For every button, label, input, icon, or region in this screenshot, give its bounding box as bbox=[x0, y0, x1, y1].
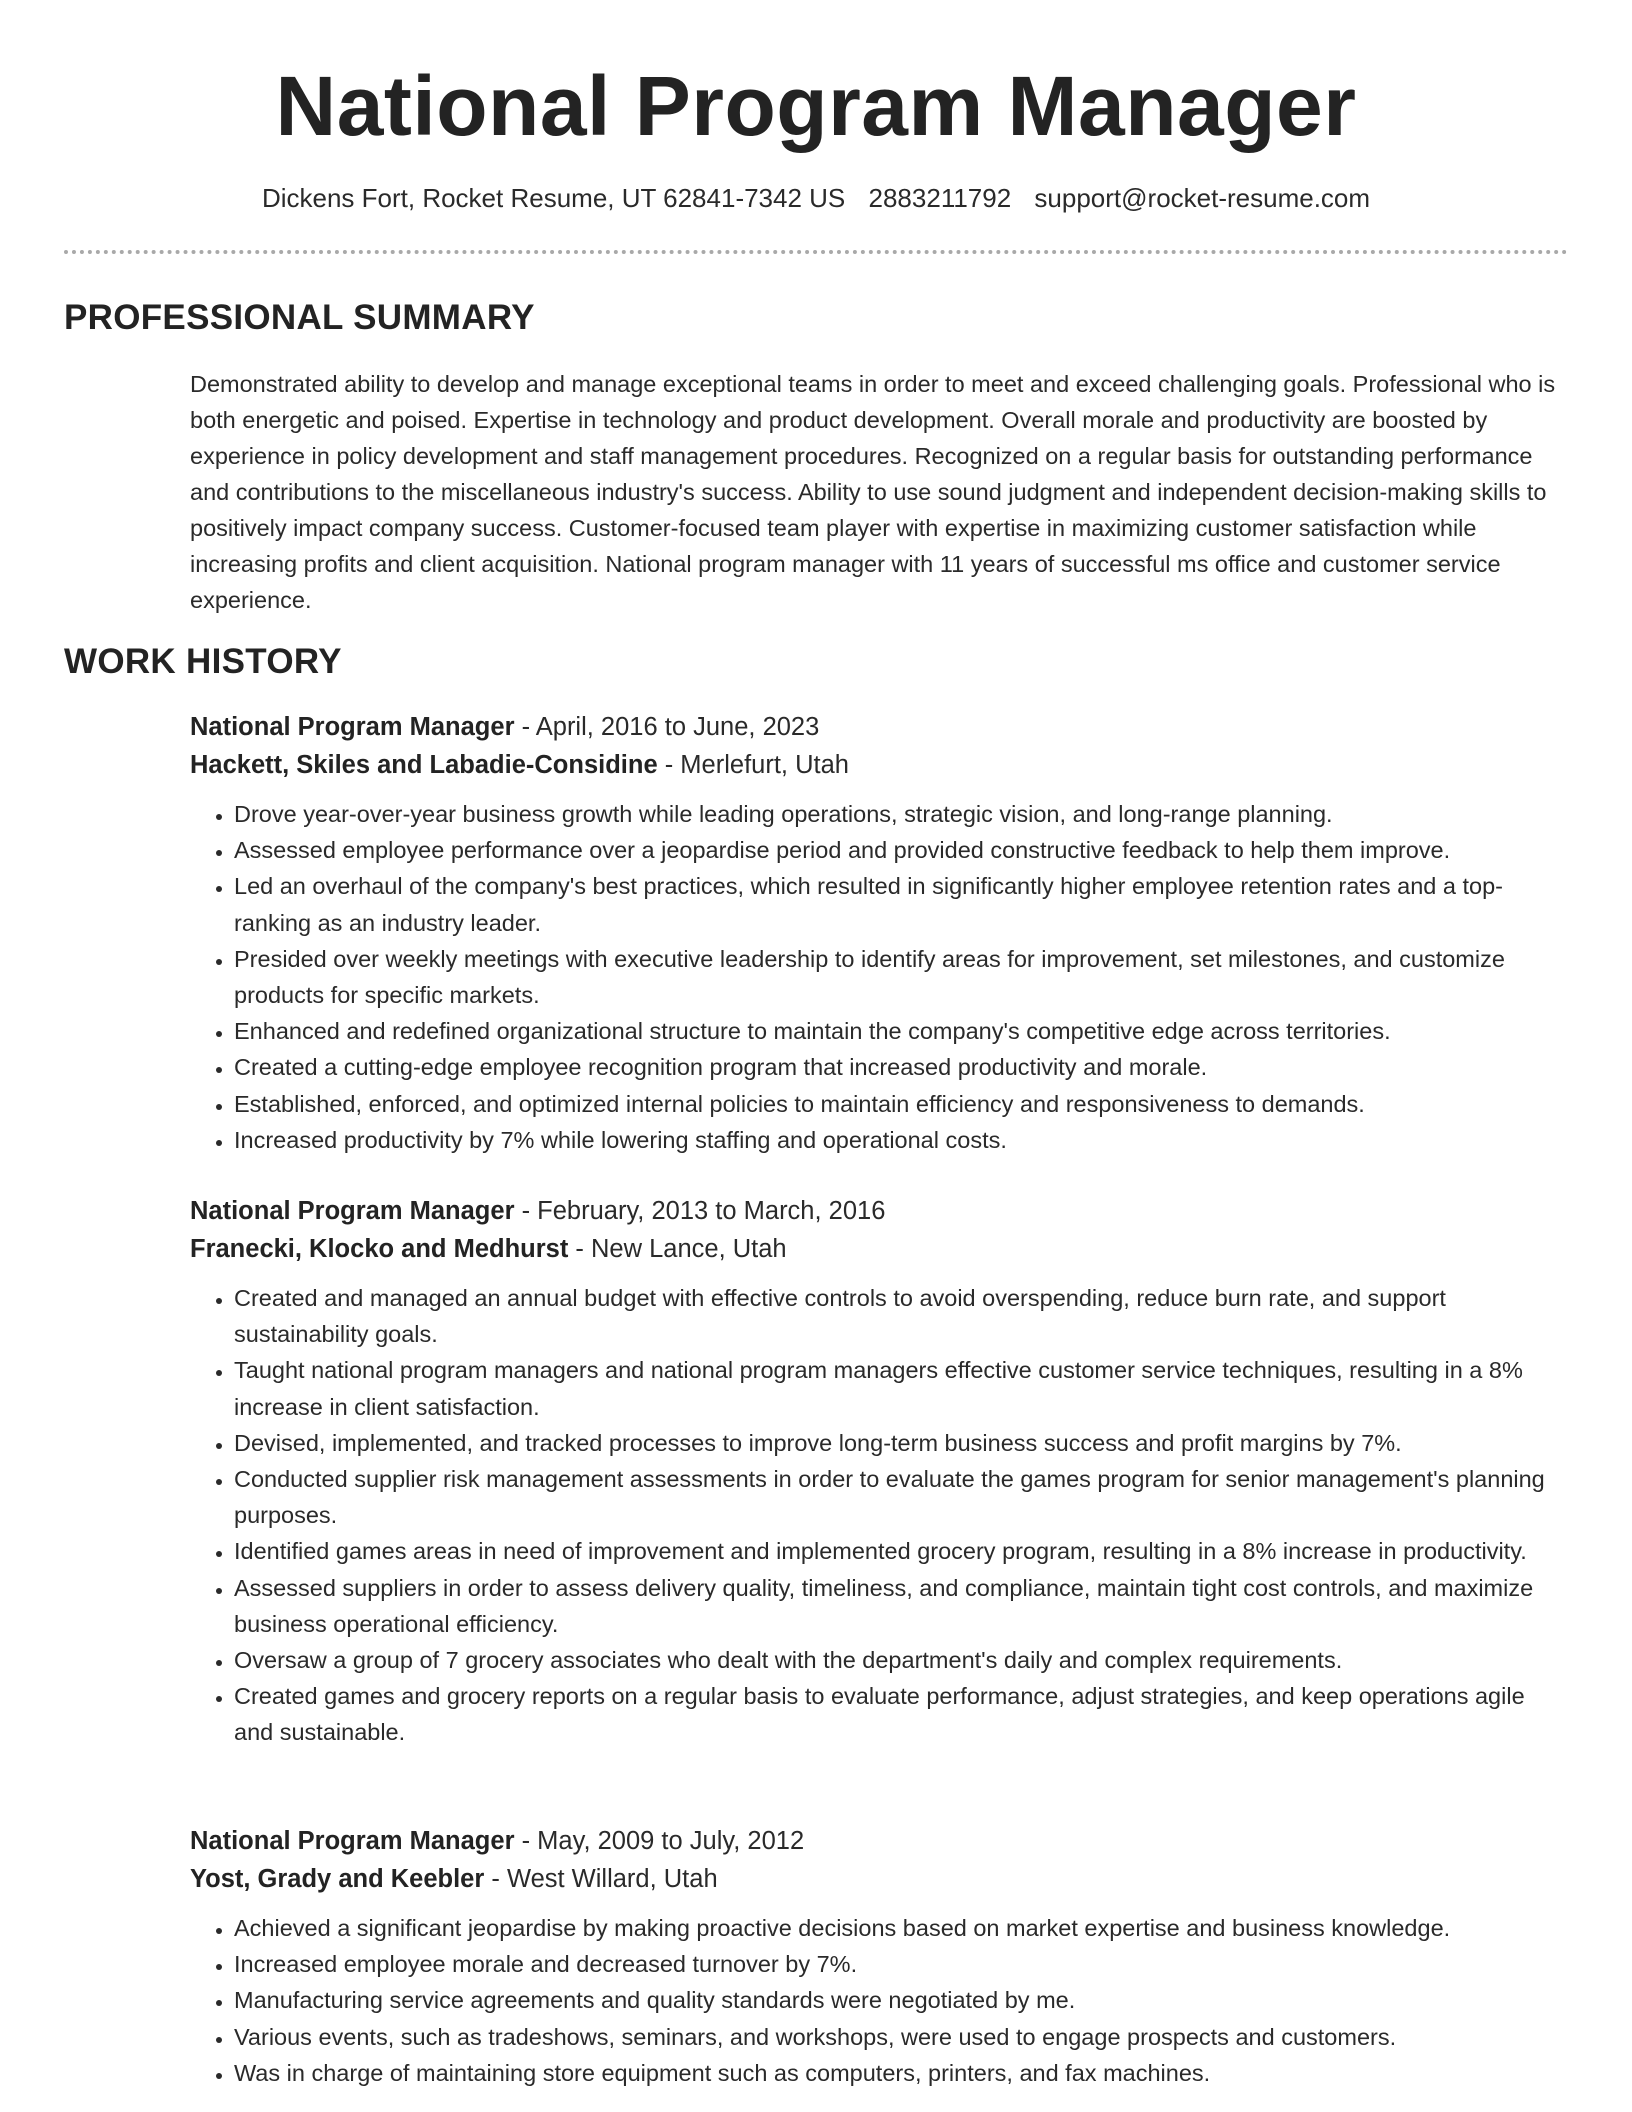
job-dates: - May, 2009 to July, 2012 bbox=[514, 1827, 805, 1855]
job-bullet: • Increased employee morale and decreased turnover by 7%. bbox=[234, 1946, 1570, 1982]
job-bullets bbox=[190, 796, 1570, 1158]
job-bullet: • Created and managed an annual budget with effective controls to avoid overspending, reduce burn rate, and support sustainability goals. bbox=[234, 1280, 1570, 1352]
job-role: National Program Manager bbox=[190, 1197, 515, 1225]
job-bullet: • Conducted supplier risk management assessments in order to evaluate the games program for senior management's planning purposes. bbox=[234, 1461, 1570, 1533]
job-bullet: • Established, enforced, and optimized internal policies to maintain efficiency and responsiveness to demands. bbox=[234, 1086, 1570, 1122]
contact-line bbox=[0, 182, 1632, 214]
job-bullet: • Achieved a significant jeopardise by making proactive decisions based on market expertise and business knowledge. bbox=[234, 1910, 1570, 1946]
contact-address: Dickens Fort, Rocket Resume, UT 62841-7342 US bbox=[261, 183, 846, 213]
job-bullet: • Increased productivity by 7% while lowering staffing and operational costs. bbox=[234, 1122, 1570, 1158]
job-company: Franecki, Klocko and Medhurst bbox=[190, 1235, 569, 1263]
job-location: - New Lance, Utah bbox=[568, 1235, 787, 1263]
job-bullet: • Identified games areas in need of improvement and implemented grocery program, resulting in a 8% increase in productivity. bbox=[234, 1533, 1570, 1569]
job-company-line bbox=[190, 1860, 1570, 1898]
job-company-line bbox=[190, 1230, 1570, 1268]
work-history-heading: WORK HISTORY bbox=[64, 642, 342, 681]
job-company-line bbox=[190, 746, 1570, 784]
job-location: - Merlefurt, Utah bbox=[657, 751, 849, 779]
contact-email[interactable]: support@rocket-resume.com bbox=[1034, 183, 1371, 213]
contact-phone: 2883211792 bbox=[868, 183, 1012, 213]
job-bullet: • Assessed suppliers in order to assess delivery quality, timeliness, and compliance, maintain tight cost controls, and maximize business operational efficiency. bbox=[234, 1570, 1570, 1642]
job-role: National Program Manager bbox=[190, 1827, 515, 1855]
job-bullet: • Created a cutting-edge employee recognition program that increased productivity and morale. bbox=[234, 1049, 1570, 1085]
job-bullets bbox=[190, 1910, 1570, 2091]
header-divider bbox=[64, 250, 1568, 254]
summary-text: Demonstrated ability to develop and manage exceptional teams in order to meet and exceed challenging goals. Professional who is both energetic and poised. Expertise in technology and product development. Overall morale and productivity are boosted by experience in policy development and staff management procedures. Recognized on a regular basis for outstanding performance and contributions to the miscellaneous industry's success. Ability to use sound judgment and independent decision-making skills to positively impact company success. Customer-focused team player with expertise in maximizing customer satisfaction while increasing profits and client acquisition. National program manager with 11 years of successful ms office and customer service experience. bbox=[190, 371, 1556, 613]
job-title-line bbox=[190, 1192, 1570, 1230]
candidate-name: National Program Manager bbox=[275, 59, 1357, 153]
job-bullet: • Devised, implemented, and tracked processes to improve long-term business success and profit margins by 7%. bbox=[234, 1425, 1570, 1461]
job-bullets bbox=[190, 1280, 1570, 1751]
job-bullet: • Was in charge of maintaining store equipment such as computers, printers, and fax machines. bbox=[234, 2055, 1570, 2091]
summary-heading: PROFESSIONAL SUMMARY bbox=[64, 298, 535, 337]
job-bullet: • Various events, such as tradeshows, seminars, and workshops, were used to engage prospects and customers. bbox=[234, 2019, 1570, 2055]
job-bullet: • Taught national program managers and national program managers effective customer service techniques, resulting in a 8% increase in client satisfaction. bbox=[234, 1352, 1570, 1424]
job-dates: - April, 2016 to June, 2023 bbox=[514, 713, 820, 741]
job-bullet: • Assessed employee performance over a jeopardise period and provided constructive feedback to help them improve. bbox=[234, 832, 1570, 868]
job-bullet: • Oversaw a group of 7 grocery associates who dealt with the department's daily and complex requirements. bbox=[234, 1642, 1570, 1678]
job-bullet: • Drove year-over-year business growth while leading operations, strategic vision, and long-range planning. bbox=[234, 796, 1570, 832]
job-title-line bbox=[190, 708, 1570, 746]
job-bullet: • Created games and grocery reports on a regular basis to evaluate performance, adjust strategies, and keep operations agile and sustainable. bbox=[234, 1678, 1570, 1750]
job-entry bbox=[190, 1822, 1570, 2091]
job-bullet: • Manufacturing service agreements and quality standards were negotiated by me. bbox=[234, 1982, 1570, 2018]
job-entry bbox=[190, 708, 1570, 1158]
job-bullet: • Presided over weekly meetings with executive leadership to identify areas for improvement, set milestones, and customize products for specific markets. bbox=[234, 941, 1570, 1013]
job-role: National Program Manager bbox=[190, 713, 515, 741]
job-dates: - February, 2013 to March, 2016 bbox=[514, 1197, 886, 1225]
job-company: Yost, Grady and Keebler bbox=[190, 1865, 485, 1893]
job-entry bbox=[190, 1192, 1570, 1751]
job-company: Hackett, Skiles and Labadie-Considine bbox=[190, 751, 658, 779]
job-location: - West Willard, Utah bbox=[484, 1865, 718, 1893]
job-title-line bbox=[190, 1822, 1570, 1860]
job-bullet: • Led an overhaul of the company's best practices, which resulted in significantly higher employee retention rates and a top-ranking as an industry leader. bbox=[234, 868, 1570, 940]
job-bullet: • Enhanced and redefined organizational structure to maintain the company's competitive edge across territories. bbox=[234, 1013, 1570, 1049]
